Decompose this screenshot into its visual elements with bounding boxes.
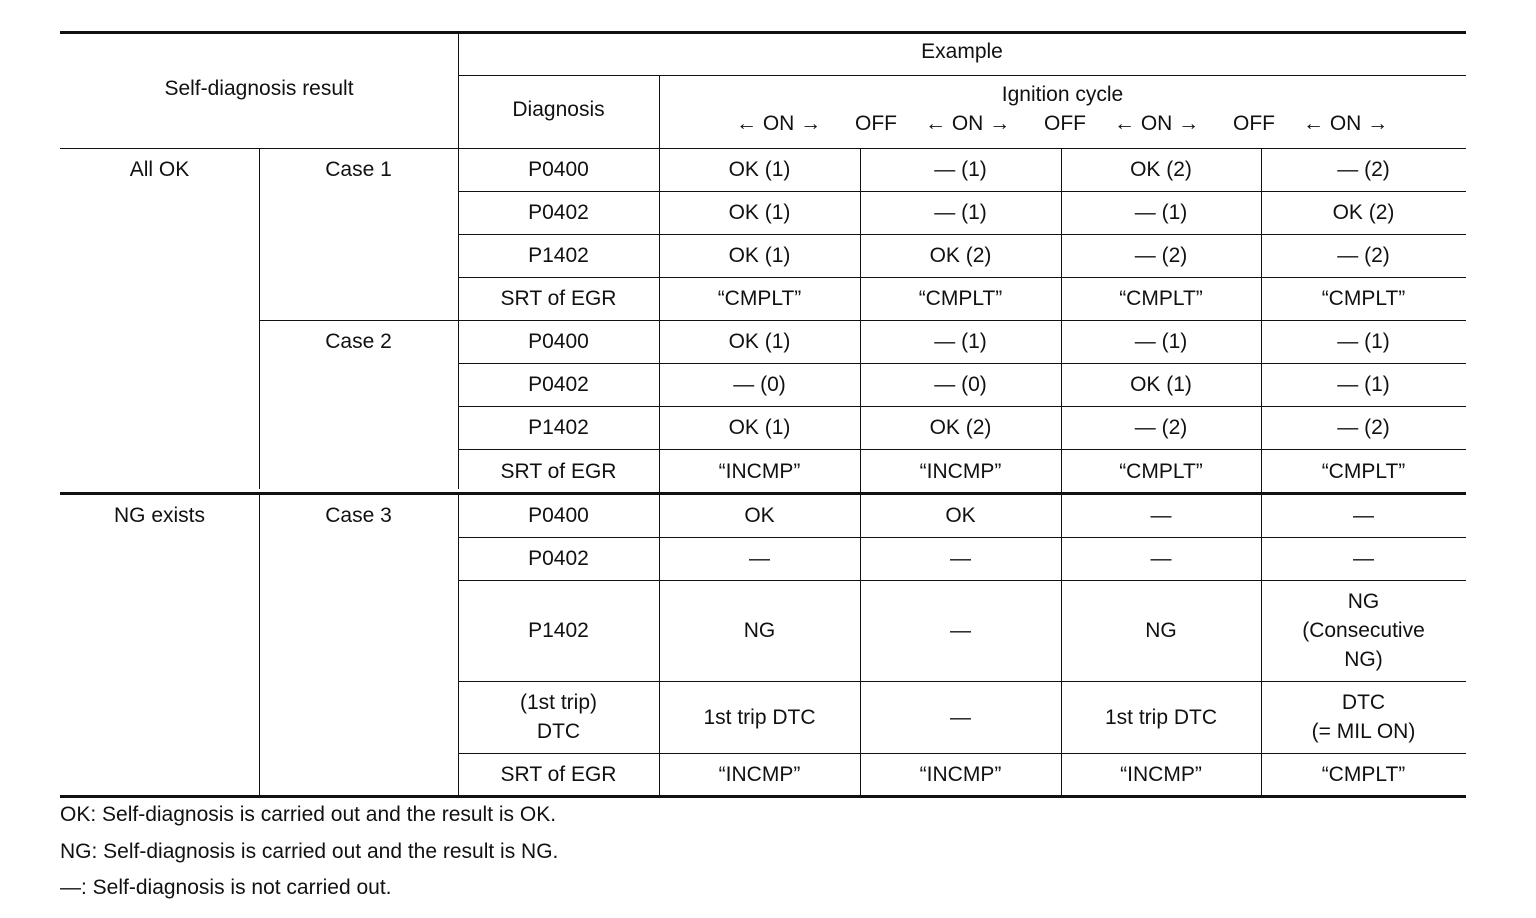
group-label: All OK (129, 158, 190, 181)
header-example: Example (921, 39, 1003, 63)
value-cell: “CMPLT” (1321, 763, 1406, 786)
value-cell: “CMPLT” (1321, 459, 1406, 483)
case-label: Case 2 (325, 330, 392, 353)
value-cell: OK (1) (728, 416, 791, 439)
header-diagnosis: Diagnosis (512, 97, 605, 121)
value-cell: OK (2) (929, 416, 992, 439)
value-cell: “CMPLT” (918, 287, 1003, 310)
ignition-step-6: OFF (1233, 112, 1275, 135)
ignition-step-1: ← ON → (736, 112, 822, 135)
value-cell: OK (1) (728, 330, 791, 353)
value-cell: — (1) (934, 158, 987, 181)
diagnosis-cell: SRT of EGR (500, 763, 617, 786)
ignition-step-2: OFF (855, 112, 897, 135)
diagnosis-cell: P1402 (528, 416, 589, 439)
value-cell: OK (945, 503, 976, 527)
diagnosis-cell: P0400 (528, 330, 589, 353)
value-cell: DTC (= MIL ON) (1311, 691, 1416, 743)
value-cell: — (1) (934, 330, 987, 353)
note-ng: NG: Self-diagnosis is carried out and the result is NG. (60, 840, 559, 863)
note-ok: OK: Self-diagnosis is carried out and the result is OK. (60, 803, 557, 826)
value-cell: 1st trip DTC (1104, 705, 1217, 729)
value-cell: — (749, 547, 770, 570)
value-cell: OK (744, 503, 775, 527)
diagnosis-cell: P1402 (528, 619, 589, 642)
value-cell: — (2) (1337, 158, 1390, 181)
diagnosis-cell: P0402 (528, 547, 589, 570)
value-cell: NG (743, 619, 776, 642)
value-cell: OK (2) (1332, 201, 1395, 224)
value-cell: “CMPLT” (1119, 287, 1203, 310)
diagnosis-cell: P0402 (528, 373, 589, 396)
value-cell: — (0) (934, 373, 987, 396)
diagnosis-cell: SRT of EGR (500, 459, 617, 483)
value-cell: OK (1) (728, 158, 791, 181)
diagnosis-cell: SRT of EGR (500, 287, 617, 310)
value-cell: — (2) (1134, 416, 1188, 439)
group-label: NG exists (113, 503, 205, 527)
value-cell: “INCMP” (919, 763, 1002, 786)
value-cell: “CMPLT” (717, 287, 802, 310)
ignition-step-3: ← ON → (925, 112, 1011, 135)
ignition-step-5: ← ON → (1114, 112, 1200, 135)
value-cell: — (1) (1337, 330, 1390, 353)
value-cell: “CMPLT” (1321, 287, 1406, 310)
note-dash: —: Self-diagnosis is not carried out. (60, 876, 392, 899)
diagnosis-cell: (1st trip) DTC (519, 691, 597, 743)
value-cell: — (1353, 547, 1374, 570)
value-cell: — (1) (1337, 373, 1390, 396)
vline-case-b (259, 493, 260, 796)
diagnosis-cell: P1402 (528, 244, 589, 267)
value-cell: — (1150, 547, 1172, 570)
value-cell: OK (1) (728, 244, 791, 267)
value-cell: OK (2) (1130, 158, 1192, 181)
case-label: Case 1 (325, 158, 392, 181)
value-cell: — (0) (733, 373, 786, 396)
rule-top (60, 31, 1466, 34)
value-cell: OK (1) (1130, 373, 1192, 396)
value-cell: 1st trip DTC (703, 705, 816, 729)
value-cell: — (950, 705, 971, 729)
value-cell: OK (1) (728, 201, 791, 224)
value-cell: NG (1145, 619, 1177, 642)
value-cell: “INCMP” (919, 459, 1002, 483)
value-cell: — (1) (1134, 330, 1188, 353)
header-self-diagnosis-result: Self-diagnosis result (164, 76, 354, 100)
value-cell: — (1) (934, 201, 987, 224)
value-cell: — (1353, 503, 1374, 527)
value-cell: — (2) (1337, 244, 1390, 267)
value-cell: — (950, 547, 971, 570)
case-label: Case 3 (325, 503, 392, 527)
value-cell: — (950, 619, 971, 642)
value-cell: OK (2) (929, 244, 992, 267)
value-cell: “CMPLT” (1119, 459, 1203, 483)
value-cell: — (1) (1134, 201, 1188, 224)
value-cell: “INCMP” (718, 459, 801, 483)
value-cell: — (1150, 503, 1172, 527)
value-cell: — (2) (1337, 416, 1390, 439)
rule-example (458, 75, 1466, 76)
ignition-step-7: ← ON → (1303, 112, 1389, 135)
header-ignition-cycle: Ignition cycle (1001, 82, 1124, 106)
value-cell: — (2) (1134, 244, 1188, 267)
diagnosis-cell: P0400 (528, 503, 589, 527)
vline-case-a (259, 148, 260, 489)
ignition-step-4: OFF (1044, 112, 1086, 135)
value-cell: NG (Consecutive NG) (1302, 590, 1425, 671)
value-cell: “INCMP” (1120, 763, 1202, 786)
value-cell: “INCMP” (718, 763, 801, 786)
diagnosis-cell: P0402 (528, 201, 589, 224)
diagnosis-cell: P0400 (528, 158, 589, 181)
